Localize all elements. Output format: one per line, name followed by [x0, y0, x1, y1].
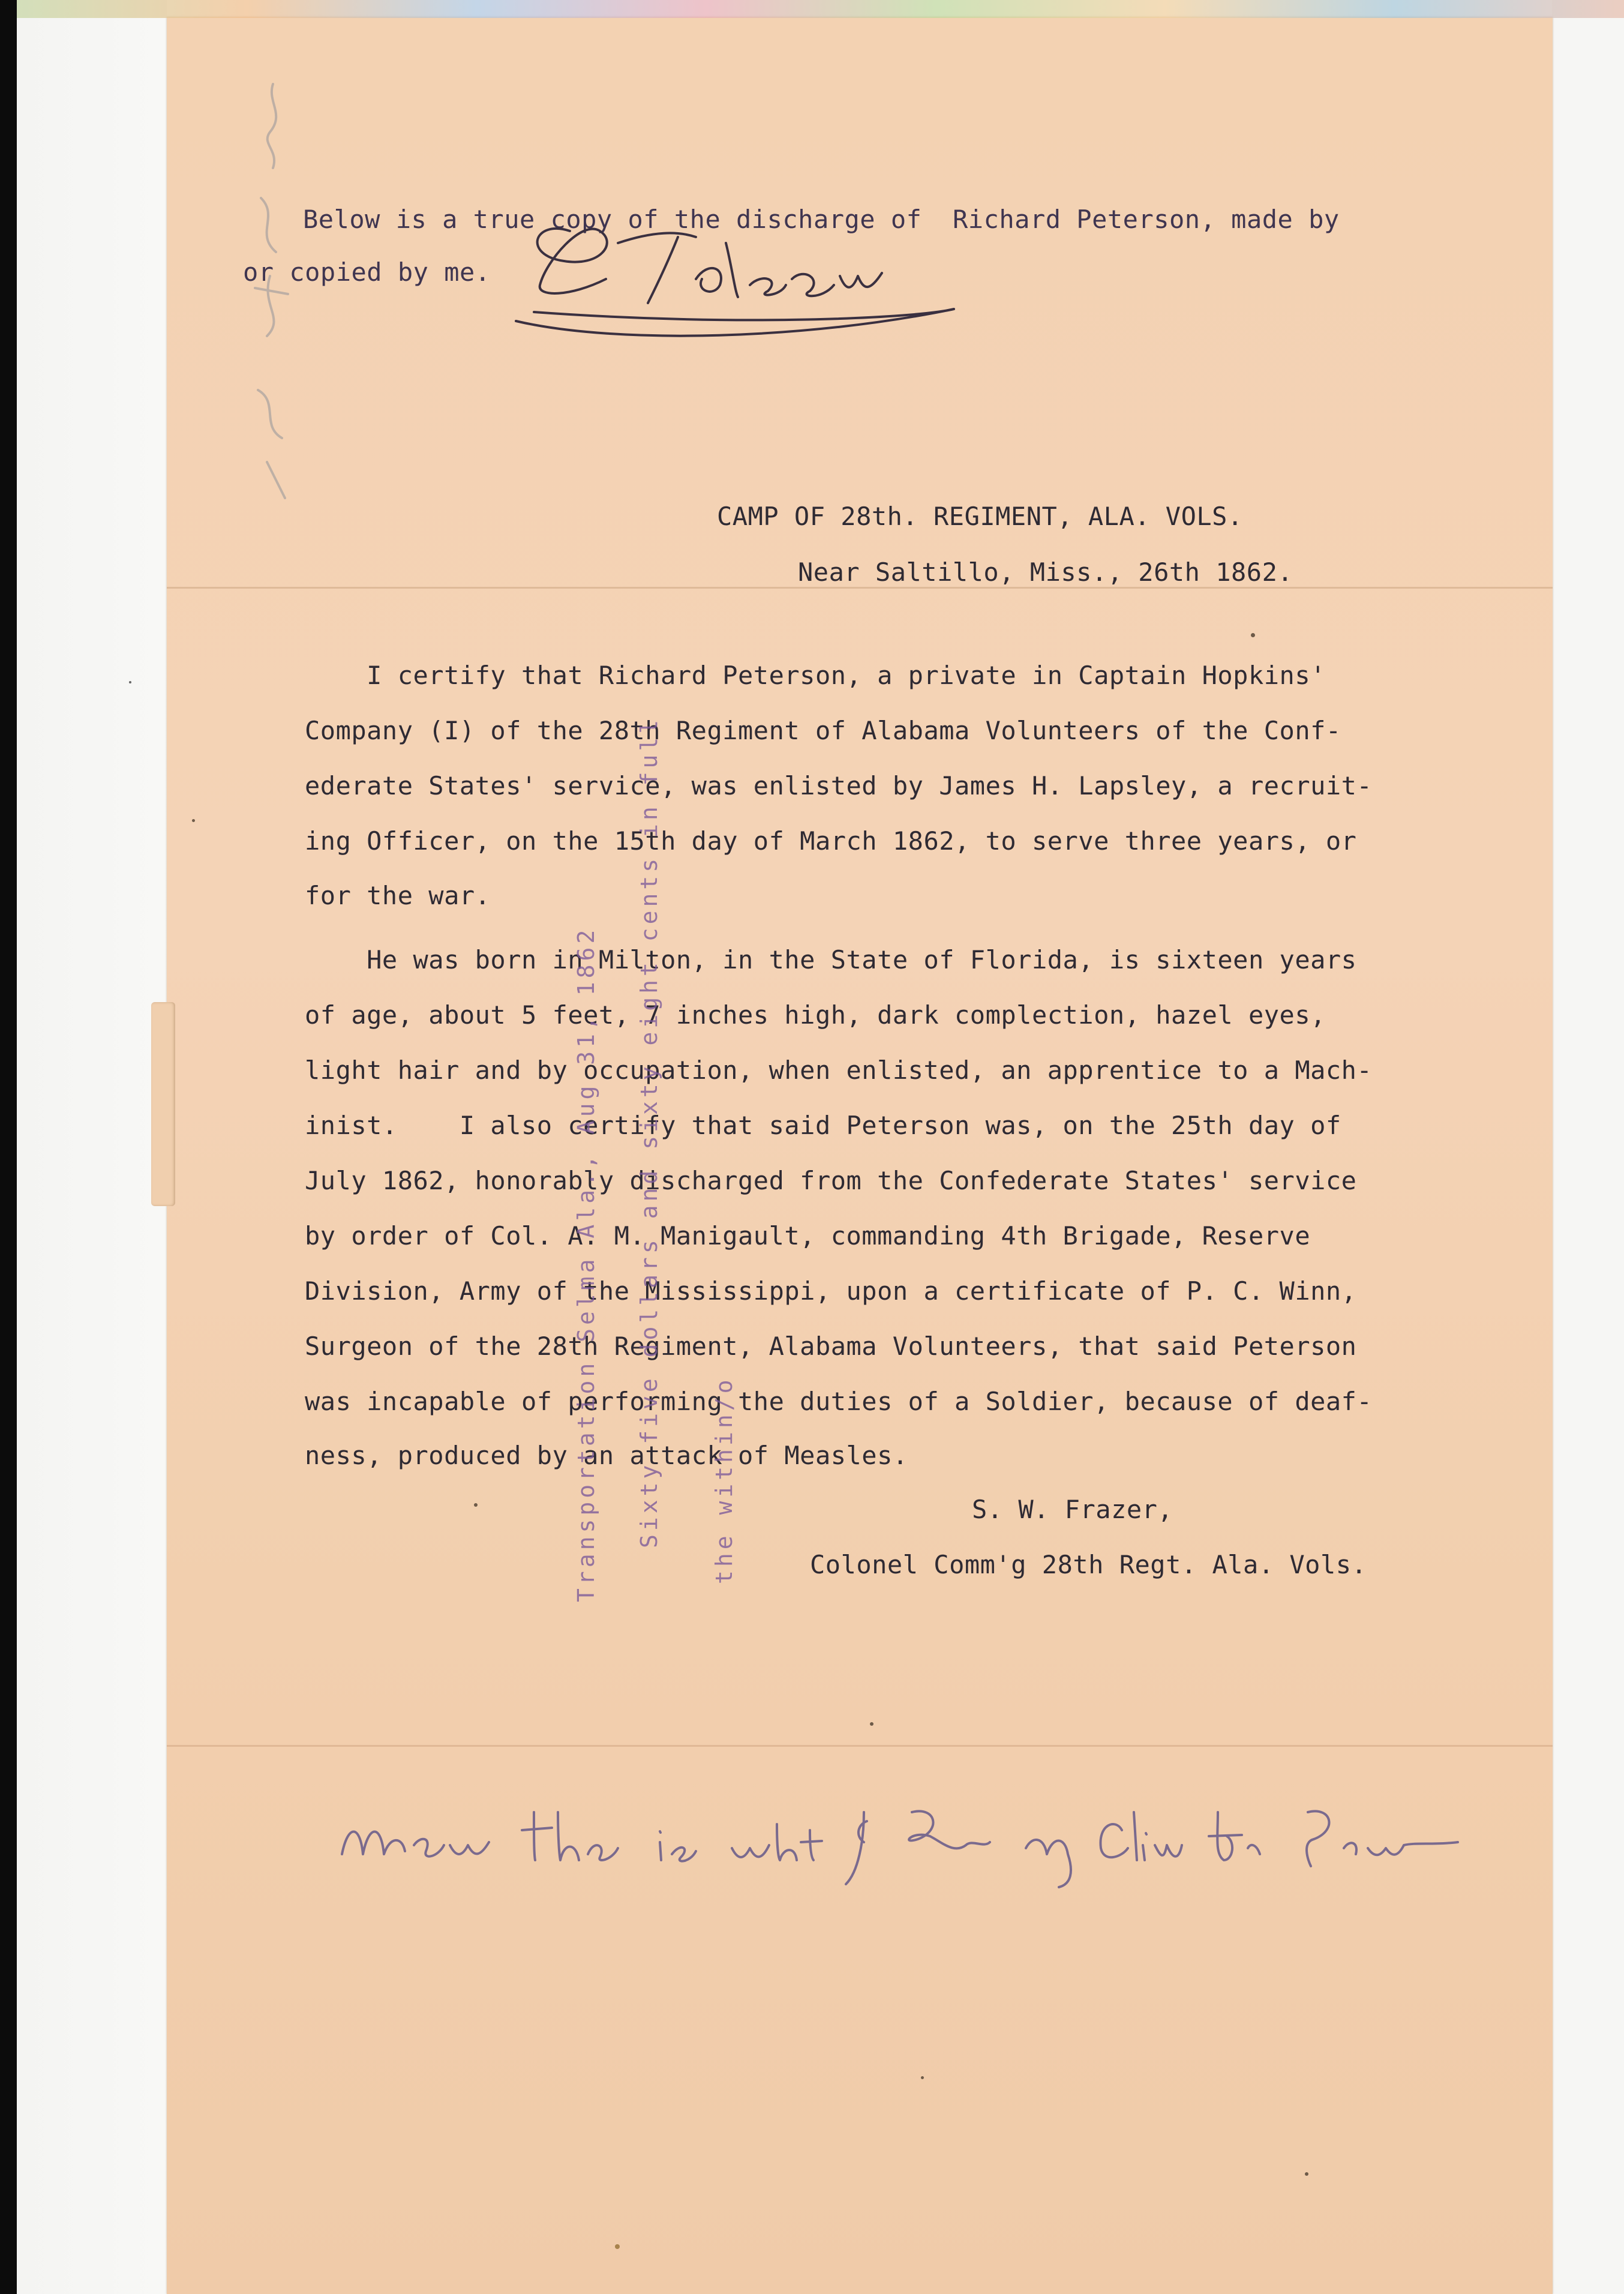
header-line-1: Below is a true copy of the discharge of Richard Peterson, made by: [303, 205, 1340, 234]
scan-speck: [129, 681, 131, 683]
scan-background-right: [1552, 0, 1624, 2294]
certificate-body-line: July 1862, honorably discharged from the Confederate States' service: [305, 1166, 1357, 1195]
paper-speck: [615, 2244, 620, 2249]
certificate-body-line: was incapable of performing the duties of a Soldier, because of deaf-: [305, 1387, 1373, 1416]
stamp-the-within: the within/o: [711, 1376, 737, 1584]
certificate-body-line: I certify that Richard Peterson, a private in Captain Hopkins': [305, 661, 1326, 690]
paper-speck: [1305, 2172, 1308, 2176]
header-line-2: or copied by me.: [243, 257, 491, 287]
signature-folsom: [498, 207, 978, 345]
stamp-transportation: Transportation Selma Ala., Aug 31, 1862: [573, 926, 599, 1602]
certificate-body-line: ing Officer, on the 15th day of March 1862, to serve three years, or: [305, 826, 1357, 856]
certificate-body-line: Surgeon of the 28th Regiment, Alabama Volunteers, that said Peterson: [305, 1332, 1357, 1361]
paper-speck: [474, 1503, 478, 1507]
certificate-body-line: for the war.: [305, 881, 491, 910]
certificate-body-line: by order of Col. A. M. Manigault, commanding 4th Brigade, Reserve: [305, 1221, 1311, 1251]
scan-border-left: [0, 0, 17, 2294]
document-paper: [167, 17, 1553, 2294]
scan-background-left: [17, 0, 167, 2294]
paper-speck: [192, 819, 195, 822]
paper-speck: [870, 1722, 873, 1726]
paper-fold-left: [151, 1002, 175, 1206]
scan-top-edge: [17, 0, 1624, 18]
handwritten-pension-note: [336, 1788, 1464, 1890]
camp-date: Near Saltillo, Miss., 26th 1862.: [798, 557, 1293, 587]
certificate-body-line: light hair and by occupation, when enlisted, an apprentice to a Mach-: [305, 1055, 1373, 1085]
signatory-name: S. W. Frazer,: [972, 1495, 1173, 1524]
certificate-body-line: of age, about 5 feet, 7 inches high, dark complection, hazel eyes,: [305, 1000, 1326, 1030]
camp-heading: CAMP OF 28th. REGIMENT, ALA. VOLS.: [717, 502, 1243, 531]
certificate-body-line: inist. I also certify that said Peterson was, on the 25th day of: [305, 1111, 1341, 1140]
certificate-body-line: Division, Army of the Mississippi, upon a certificate of P. C. Winn,: [305, 1276, 1357, 1306]
paper-speck: [921, 2076, 924, 2079]
signatory-title: Colonel Comm'g 28th Regt. Ala. Vols.: [810, 1550, 1367, 1579]
certificate-body-line: Company (I) of the 28th Regiment of Alabama Volunteers of the Conf-: [305, 716, 1341, 745]
certificate-body-line: ness, produced by an attack of Measles.: [305, 1441, 908, 1470]
paper-speck: [1251, 633, 1255, 637]
certificate-body-line: ederate States' service, was enlisted by James H. Lapsley, a recruit-: [305, 771, 1373, 800]
certificate-body-line: He was born in Milton, in the State of Florida, is sixteen years: [305, 945, 1357, 974]
stamp-sixty-five-dollars: Sixty five dollars and sixty eight cents in full: [636, 716, 662, 1548]
pencil-margin-marks: [237, 78, 309, 534]
